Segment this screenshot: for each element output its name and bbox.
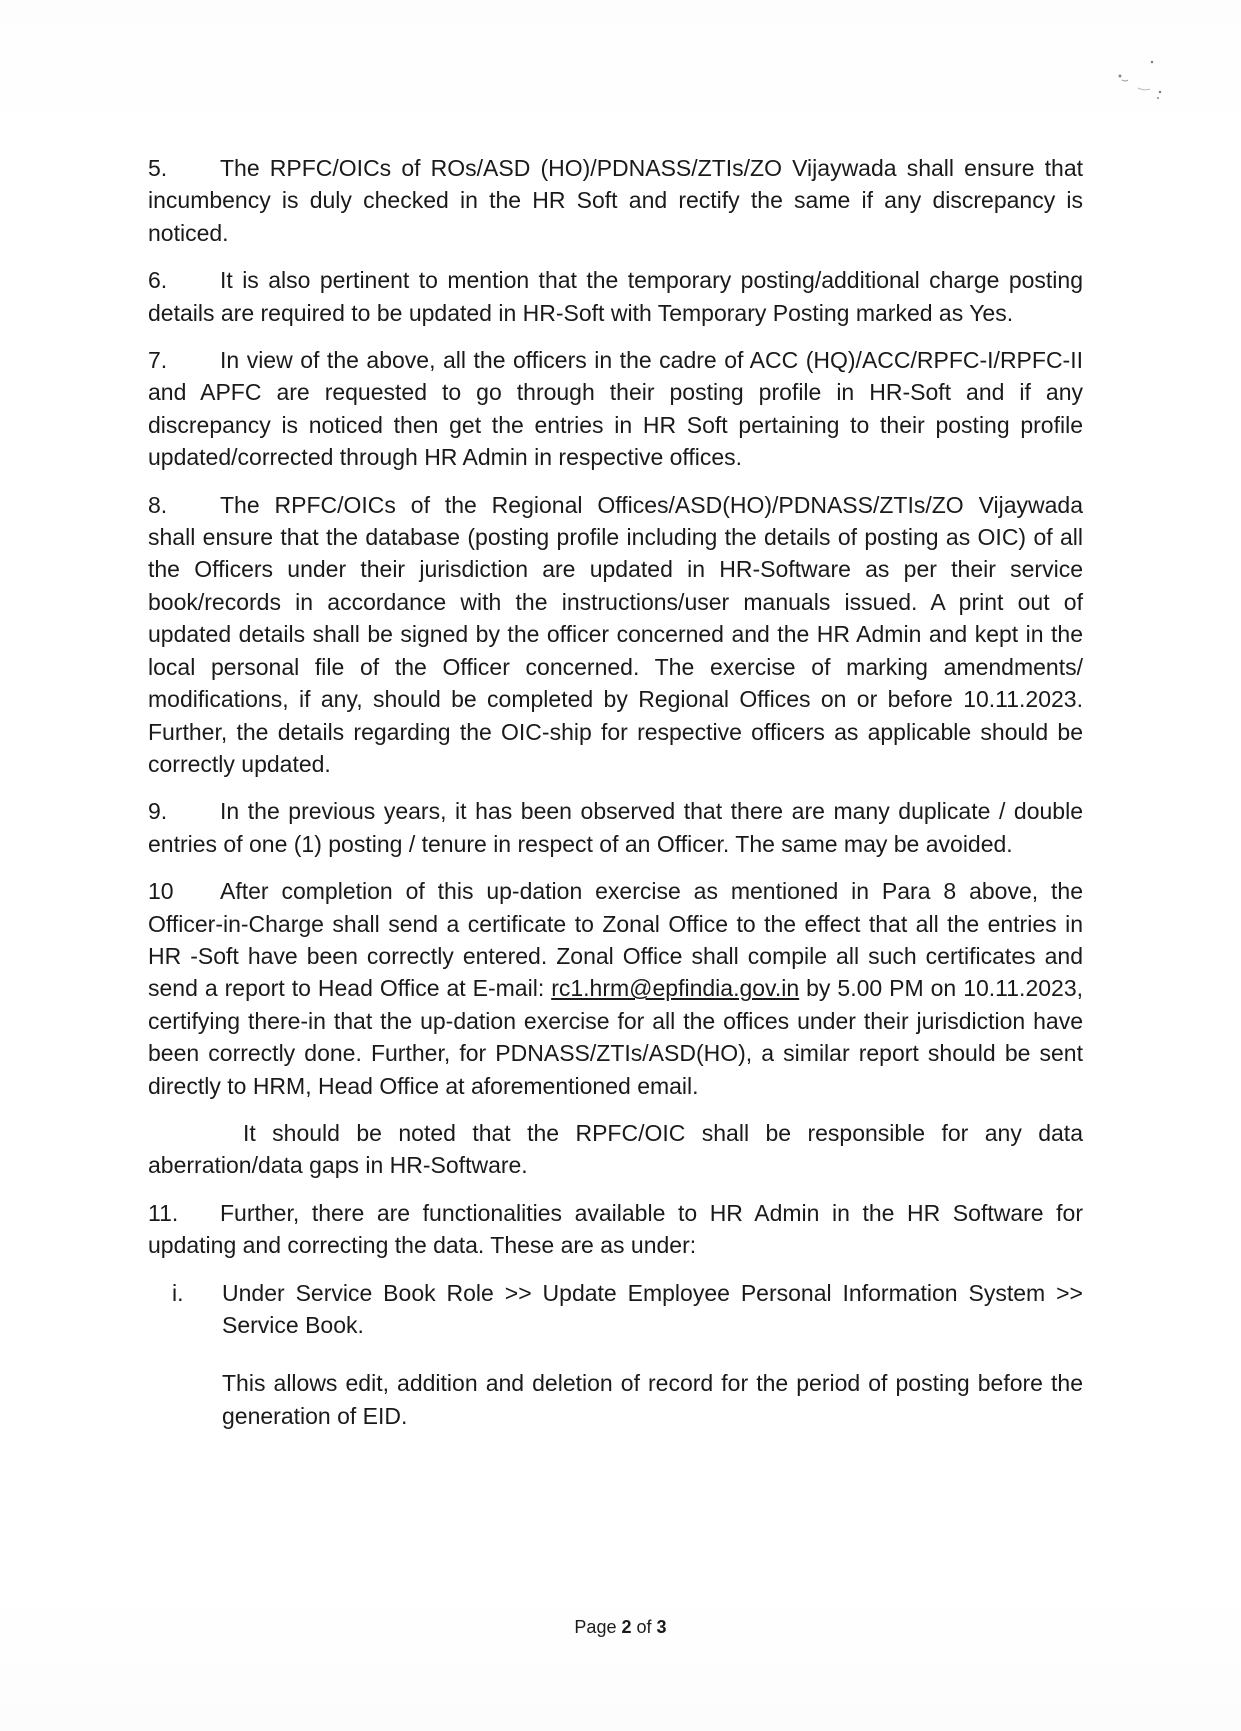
- paragraph-5: [148, 152, 1083, 249]
- paragraph-10: [148, 875, 1083, 1102]
- sub-item-i-note: [148, 1367, 1083, 1432]
- paragraph-7: [148, 344, 1083, 474]
- paragraph-10-note: [148, 1117, 1083, 1182]
- email-link[interactable]: rc1.hrm@epfindia.gov.in: [551, 975, 800, 1002]
- page-total-number: 3: [656, 1617, 667, 1637]
- paragraph-text: It is also pertinent to mention that the temporary posting/additional charge posting details are required to be updated in HR-Soft with Temporary Posting marked as Yes.: [148, 267, 1083, 326]
- paragraph-text-after-email: by 5.00 PM on 10.11.2023, certifying there-in that the up-dation exercise for all the offices under their jurisdiction have been correctly done. Further, for PDNASS/ZTIs/ASD(HO), a similar report should be sent directly to HRM, Head Office at aforementioned email.: [148, 975, 1084, 1099]
- page-of-label: of: [636, 1617, 652, 1637]
- page-footer: [0, 1617, 1241, 1638]
- paragraph-text-before-email: After completion of this up-dation exercise as mentioned in Para 8 above, the Officer-in-Charge shall send a certificate to Zonal Office to the effect that all the entries in HR -Soft have been correctly entered. Zonal Office shall compile all such certificates and send a report to Head Office at E-mail:: [148, 878, 1083, 1002]
- paragraph-11: [148, 1197, 1083, 1262]
- paragraph-number: 8.: [148, 491, 168, 518]
- paragraph-number: 7.: [148, 347, 168, 374]
- sub-item-note-text: This allows edit, addition and deletion of record for the period of posting before the generation of EID.: [222, 1370, 1083, 1429]
- paragraph-8: [148, 489, 1083, 781]
- paragraph-number: 10: [148, 878, 174, 905]
- paragraph-number: 5.: [148, 155, 168, 181]
- paragraph-number: 9.: [148, 798, 168, 825]
- sub-item-number: i.: [172, 1279, 184, 1306]
- paragraph-text: In view of the above, all the officers in the cadre of ACC (HQ)/ACC/RPFC-I/RPFC-II and APFC are requested to go through their posting profile in HR-Soft and if any discrepancy is noticed then get the entries in HR Soft pertaining to their posting profile updated/corrected through HR Admin in respective offices.: [148, 347, 1083, 471]
- sub-item-i: [148, 1277, 1083, 1342]
- paragraph-text: In the previous years, it has been observed that there are many duplicate / double entries of one (1) posting / tenure in respect of an Officer. The same may be avoided.: [148, 798, 1083, 857]
- paragraph-text: Further, there are functionalities available to HR Admin in the HR Software for updating and correcting the data. These are as under:: [148, 1199, 1083, 1259]
- paragraph-text: The RPFC/OICs of the Regional Offices/ASD(HO)/PDNASS/ZTIs/ZO Vijaywada shall ensure that the database (posting profile including the details of posting as OIC) of all the Officers under their jurisdiction are updated in HR-Software as per their service book/records in accordance with the instructions/user manuals issued. A print out of updated details shall be signed by the officer concerned and the HR Admin and kept in the local personal file of the Officer concerned. The exercise of marking amendments/ modifications, if any, should be completed by Regional Offices on or before 10.11.2023. Further, the details regarding the OIC-ship for respective officers as applicable should be correctly updated.: [148, 491, 1083, 777]
- paragraph-text: The RPFC/OICs of ROs/ASD (HO)/PDNASS/ZTIs/ZO Vijaywada shall ensure that incumbency is duly checked in the HR Soft and rectify the same if any discrepancy is noticed.: [148, 155, 1083, 246]
- paragraph-9: [148, 795, 1083, 860]
- paragraph-number: 11.: [148, 1199, 179, 1226]
- paragraph-6: [148, 264, 1083, 329]
- page-current-number: 2: [621, 1617, 632, 1637]
- document-body: [148, 152, 1083, 1432]
- paragraph-number: 6.: [148, 267, 168, 294]
- paragraph-text: It should be noted that the RPFC/OIC shall be responsible for any data aberration/data gaps in HR-Software.: [148, 1119, 1083, 1179]
- scan-speck-marks: [1108, 58, 1168, 118]
- sub-item-text: Under Service Book Role >> Update Employee Personal Information System >> Service Book.: [222, 1279, 1083, 1338]
- page-label: Page: [574, 1617, 617, 1637]
